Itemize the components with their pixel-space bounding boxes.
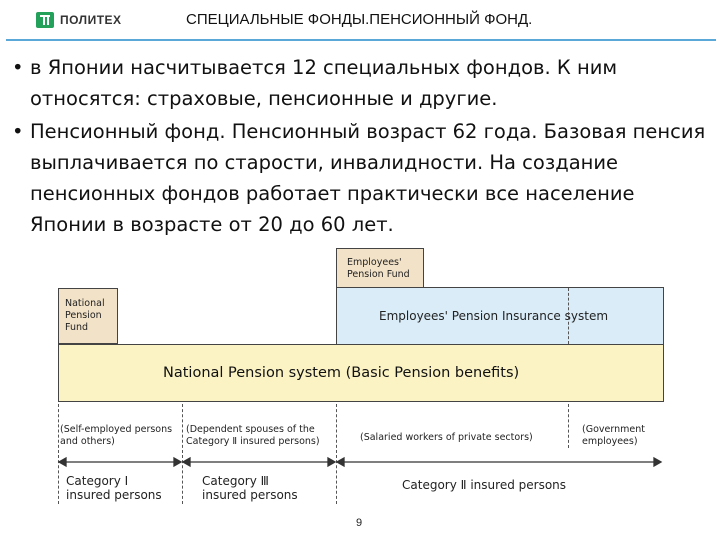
bullet-marker: • — [12, 56, 24, 79]
npf-label-line2: Pension — [65, 310, 102, 321]
bullet-item — [12, 52, 716, 114]
group-government-employees: (Government employees) — [582, 424, 645, 447]
group-dependent-spouses: (Dependent spouses of the Category Ⅱ insured persons) — [186, 424, 320, 447]
slide-header — [0, 0, 720, 40]
header-divider — [6, 39, 716, 41]
category-arrows — [52, 452, 664, 472]
category-1-label: Category Ⅰ insured persons — [66, 474, 162, 502]
government-divider-lower — [568, 404, 569, 448]
epis-label: Employees' Pension Insurance system — [379, 309, 609, 323]
nps-label: National Pension system (Basic Pension benefits) — [163, 365, 520, 381]
slide-title: СПЕЦИАЛЬНЫЕ ФОНДЫ.ПЕНСИОННЫЙ ФОНД. — [186, 11, 533, 28]
bullet-marker: • — [12, 120, 24, 143]
group-self-employed: (Self-employed persons and others) — [60, 424, 173, 447]
page-number: 9 — [356, 517, 363, 529]
employees-pension-fund-box — [336, 248, 424, 288]
government-divider-upper — [568, 288, 569, 344]
bullet-text: Пенсионный фонд. Пенсионный возраст 62 года. Базовая пенсия выплачивается по старости, инвалидности. На создание пенсионных фондов работает практически все население Японии в возрасте от 20 до 60 лет. — [30, 120, 706, 236]
national-pension-system-box — [58, 344, 664, 402]
npf-label-line3: Fund — [65, 322, 89, 333]
national-pension-fund-box — [58, 288, 118, 344]
epf-label-line1: Employees' — [347, 257, 402, 268]
npf-label-line1: National — [65, 298, 105, 309]
group-salaried-workers: (Salaried workers of private sectors) — [360, 432, 533, 443]
employees-pension-insurance-box — [336, 287, 664, 345]
pension-system-diagram — [52, 240, 664, 510]
logo — [36, 12, 122, 28]
bullet-text: в Японии насчитывается 12 специальных фондов. К ним относятся: страховые, пенсионные и другие. — [30, 56, 618, 110]
logo-mark-icon — [36, 12, 54, 28]
category-2-label: Category Ⅱ insured persons — [402, 478, 567, 492]
logo-text: ПОЛИТЕХ — [60, 13, 122, 27]
bullet-list — [12, 52, 716, 242]
bullet-item — [12, 116, 716, 240]
category-3-label: Category Ⅲ insured persons — [202, 474, 298, 502]
epf-label-line2: Pension Fund — [347, 269, 410, 280]
